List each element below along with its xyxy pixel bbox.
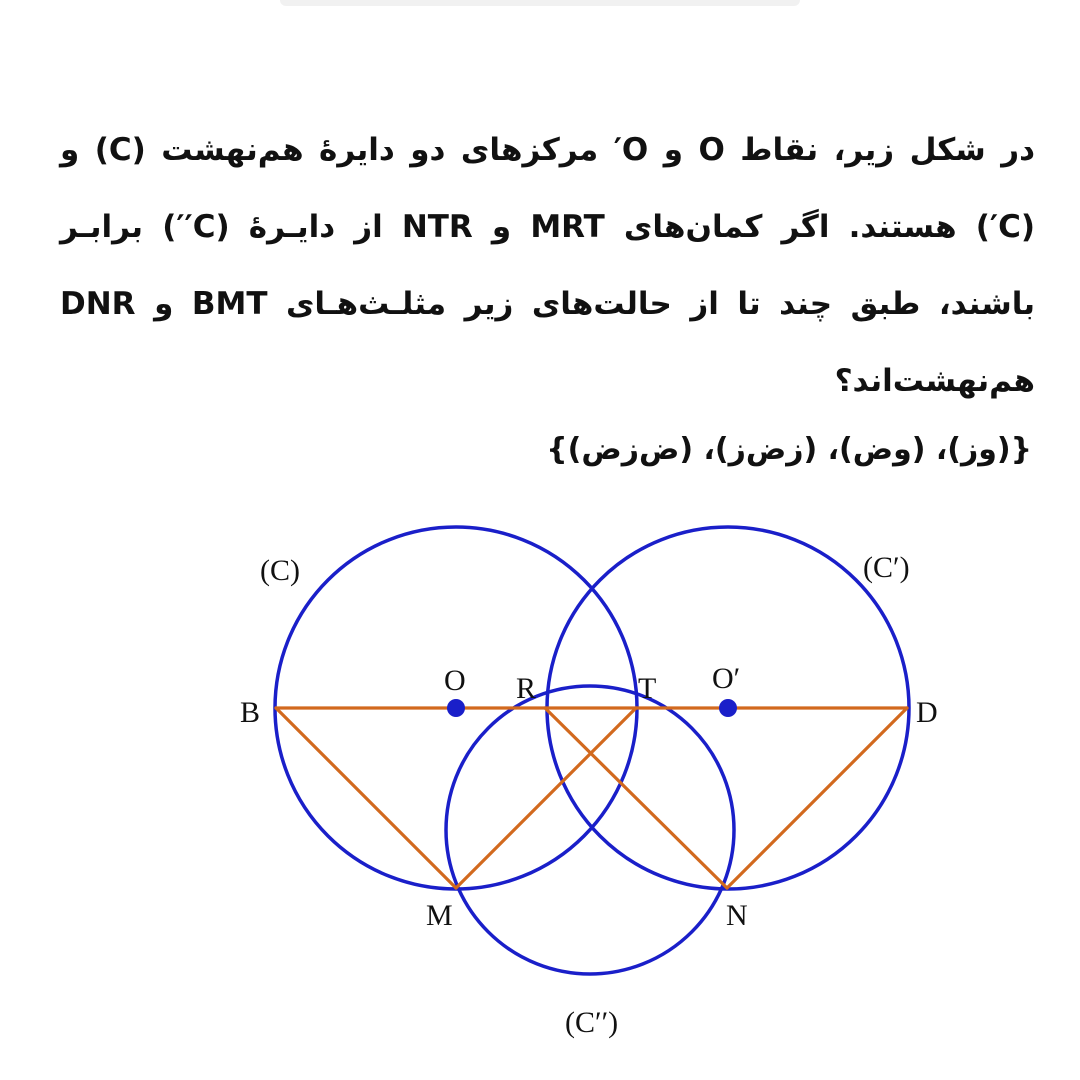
label-point-d: D bbox=[916, 696, 938, 729]
label-point-m: M bbox=[426, 899, 453, 932]
label-circle-c: (C) bbox=[260, 554, 300, 587]
question-text: در شکل زیر، نقاط O و O′ مرکزهای دو دایرهٔ هم‌نهشت (C) و (C′) هستند. اگر کمان‌های MRT و NTR از دایـرهٔ (C′′) برابـر باشند، طبق چند تا از حالت‌های زیر مثلـث‌هـای BMT و DNR هم‌نهشت‌اند؟ bbox=[60, 132, 1035, 399]
center-point-o bbox=[447, 699, 465, 717]
label-point-o: O bbox=[444, 664, 466, 697]
center-point-o-prime bbox=[719, 699, 737, 717]
label-point-r: R bbox=[516, 672, 537, 705]
label-point-n: N bbox=[726, 899, 748, 932]
label-point-o-prime: O′ bbox=[712, 662, 741, 695]
congruence-cases: {(وز)، (وض)، (زض‌ز)، (ض‌زض)} bbox=[546, 432, 1032, 467]
label-circle-c-prime: (C′) bbox=[863, 551, 910, 584]
label-point-t: T bbox=[638, 672, 657, 705]
label-circle-c-double-prime: (C′′) bbox=[565, 1006, 619, 1039]
label-point-b: B bbox=[240, 696, 261, 729]
segment-bm bbox=[276, 708, 456, 888]
segment-nd bbox=[727, 708, 907, 888]
